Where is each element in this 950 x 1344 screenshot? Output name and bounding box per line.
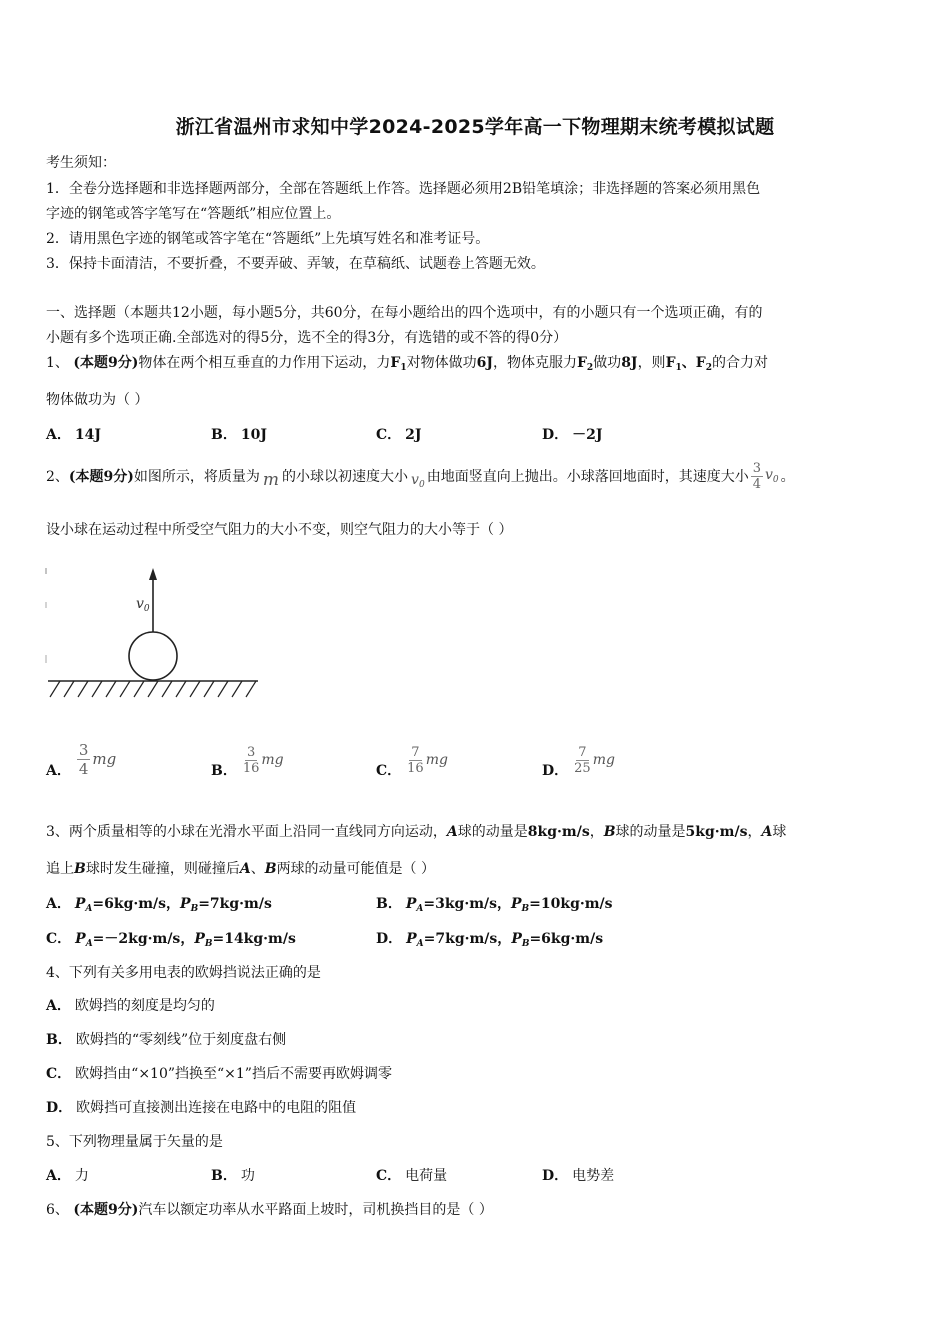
unit-mg: mg [261,752,284,768]
v-sub: 0 [418,480,425,490]
option-text: 14J [74,427,101,443]
q5-option-d[interactable] [542,1165,614,1185]
force-f2-sub: 2 [586,363,594,373]
q1-option-d[interactable] [542,424,603,444]
v-letter: v [764,467,773,483]
fraction-numerator: 7 [578,744,587,760]
p-sub: B [521,904,530,914]
q1-text: 做功 [593,355,622,371]
q3-text: 球 [772,824,787,840]
question-1-stem-line2: 物体做功为（ ） [46,392,149,408]
q3-option-b[interactable] [376,893,613,914]
q3-text: 球的动量是 [457,824,528,840]
q1-option-c[interactable] [376,424,422,444]
option-text: 欧姆挡的刻度是均匀的 [74,998,215,1014]
work-value-1: 6J [476,355,493,371]
question-3-stem-line2 [46,858,435,878]
separator: 、 [250,861,265,877]
notice-item-2: 2．请用黑色字迹的钢笔或答字笔在“答题纸”上先填写姓名和准考证号。 [46,231,490,247]
ball-a: A [239,861,251,877]
p-symbol: P [511,931,522,947]
question-number: 2、 [46,469,69,485]
q3-option-a[interactable] [46,893,272,914]
option-label: A． [46,998,71,1014]
force-f2: F [576,355,587,371]
option-label: D． [376,931,403,947]
option-text: 功 [240,1168,255,1184]
ball-b: B [74,861,86,877]
p-symbol: P [74,896,86,912]
option-label: C． [46,931,72,947]
option-text: 欧姆挡可直接测出连接在电路中的电阻的阻值 [76,1100,357,1116]
q6-text: 汽车以额定功率从水平路面上坡时，司机换挡目的是（ ） [138,1202,493,1218]
v-letter: v [411,472,419,488]
ground-hatching [50,681,256,697]
option-label: B． [211,1168,237,1184]
p-symbol: P [194,931,205,947]
force-f1: F [665,355,676,371]
question-number: 1、 [46,355,69,371]
ball-a: A [446,824,458,840]
q2-option-a[interactable] [46,738,116,780]
question-1-stem [46,352,768,373]
notice-heading: 考生须知： [46,155,116,171]
q1-text: 对物体做功 [406,355,477,371]
option-label: C． [46,1066,72,1082]
question-3-stem [46,821,786,841]
q1-option-b[interactable] [211,424,267,444]
option-pa: =7kg·m/s， [423,931,512,947]
option-pb: =6kg·m/s [529,931,604,947]
q1-text: ，物体克服力 [492,355,577,371]
option-text: 电势差 [572,1168,615,1184]
force-f1-sub: 1 [675,363,682,373]
p-sub: B [190,904,199,914]
question-6-stem [46,1199,493,1219]
option-label: A． [46,427,71,443]
option-label: D． [46,1100,73,1116]
fraction-numerator: 3 [752,460,761,476]
q2-option-c[interactable] [376,740,448,780]
q5-option-a[interactable] [46,1165,89,1185]
mass-symbol: m [262,470,280,490]
q4-option-d[interactable] [46,1097,356,1117]
q3-text: 追上 [46,861,74,877]
option-fraction [77,741,91,778]
option-label: D． [542,1168,569,1184]
option-pb: =7kg·m/s [198,896,272,912]
fraction-denominator: 16 [242,760,260,776]
q2-option-b[interactable] [211,740,284,780]
ball-a: A [761,824,773,840]
option-fraction [574,745,591,776]
unit-mg: mg [592,752,615,768]
option-text: 10J [240,427,267,443]
work-value-2: 8J [621,355,638,371]
q1-text: 的合力对 [712,355,768,371]
v-sub: 0 [772,475,779,485]
p-sub: A [85,939,93,949]
q5-option-c[interactable] [376,1165,447,1185]
p-symbol: P [511,896,522,912]
option-pb: =10kg·m/s [529,896,613,912]
ball-b: B [264,861,277,877]
momentum-a: 8kg·m/s [527,824,590,840]
notice-item-3: 3．保持卡面清洁，不要折叠，不要弄破、弄皱，在草稿纸、试题卷上答题无效。 [46,256,545,272]
q3-text: 两球的动量可能值是（ ） [276,861,436,877]
p-sub: A [85,904,93,914]
q3-text: ， [747,824,762,840]
p-symbol: P [406,931,417,947]
option-label: A． [46,1168,71,1184]
fraction-numerator: 3 [246,744,256,760]
option-label: A． [46,896,71,912]
separator: 、 [681,355,696,371]
question-number: 6、 [46,1202,69,1218]
fraction-three-quarters [751,461,763,492]
unit-mg: mg [425,752,448,768]
q3-text: 球时发生碰撞，则碰撞后 [85,861,240,877]
q3-option-d[interactable] [376,928,603,949]
q4-option-b[interactable] [46,1029,286,1049]
q2-option-d[interactable] [542,740,615,780]
p-sub: A [416,904,424,914]
option-label: B． [211,427,237,443]
p-symbol: P [405,896,417,912]
option-label: D． [542,763,569,779]
option-label: B． [211,763,237,779]
notice-item-1a: 1．全卷分选择题和非选择题两部分，全部在答题纸上作答。选择题必须用2B铅笔填涂；非选择题的答案必须用黑色 [46,181,761,197]
p-sub: B [204,939,213,949]
option-text: －2J [572,427,603,443]
velocity-label-letter: v [136,596,144,612]
velocity-symbol [765,467,779,485]
question-tag: (本题9分) [73,355,139,371]
option-fraction [407,745,424,776]
p-sub: A [416,939,424,949]
q2-text: 。 [780,469,795,485]
question-tag: (本题9分) [73,1202,139,1218]
force-f1-sub: 1 [400,363,407,373]
ball-thrown-up-diagram [40,560,270,710]
momentum-b: 5kg·m/s [685,824,748,840]
option-label: C． [376,427,402,443]
option-label: B． [46,1032,72,1048]
fraction-numerator: 7 [411,744,420,760]
force-f1: F [390,355,401,371]
q2-text: 如图所示，将质量为 [133,469,260,485]
notice-item-1b: 字迹的钢笔或答字笔写在“答题纸”相应位置上。 [46,206,341,222]
p-symbol: P [180,896,191,912]
option-fraction [243,745,260,776]
velocity-symbol [411,472,425,490]
q1-option-a[interactable] [46,424,101,444]
fraction-denominator: 4 [78,759,89,778]
ball-circle [129,632,177,680]
fraction-numerator: 3 [78,740,89,759]
option-label: C． [376,1168,402,1184]
unit-mg: mg [92,750,117,768]
option-label: B． [376,896,402,912]
option-text: 欧姆挡的“零刻线”位于刻度盘右侧 [75,1032,287,1048]
q3-text: 球的动量是 [615,824,686,840]
q2-text: 的小球以初速度大小 [282,469,409,485]
q4-option-c[interactable] [46,1063,392,1083]
fraction-denominator: 25 [574,760,591,776]
q5-option-b[interactable] [211,1165,255,1185]
fraction-denominator: 16 [407,760,424,776]
q2-text: 由地面竖直向上抛出。小球落回地面时，其速度大小 [426,469,749,485]
q3-text: ， [589,824,604,840]
velocity-label [136,596,150,614]
section-heading-line1: 一、选择题（本题共12小题，每小题5分，共60分，在每小题给出的四个选项中，有的小题只有一个选项正确，有的 [46,305,763,321]
p-sub: B [521,939,530,949]
force-f2-sub: 2 [705,363,712,373]
section-heading-line2: 小题有多个选项正确.全部选对的得5分，选不全的得3分，有选错的或不答的得0分） [46,330,568,346]
q3-option-c[interactable] [46,928,296,949]
q1-text: 物体在两个相互垂直的力作用下运动，力 [138,355,391,371]
question-tag: (本题9分) [68,469,134,485]
q4-option-a[interactable] [46,995,215,1015]
option-text: 力 [74,1168,89,1184]
velocity-label-sub: 0 [143,604,150,614]
option-text: 欧姆挡由“×10”挡换至“×1”挡后不需要再欧姆调零 [75,1066,392,1082]
option-label: C． [376,763,402,779]
question-2-stem-line2: 设小球在运动过程中所受空气阻力的大小不变，则空气阻力的大小等于（ ） [46,522,513,538]
option-pa: =6kg·m/s， [92,896,181,912]
p-symbol: P [75,931,86,947]
option-label: D． [542,427,569,443]
question-2-stem [46,458,795,494]
option-pa: =－2kg·m/s， [92,931,195,947]
velocity-arrow-icon [149,568,157,580]
question-5-stem: 5、下列物理量属于矢量的是 [46,1134,223,1150]
option-pa: =3kg·m/s， [423,896,512,912]
page-title: 浙江省温州市求知中学2024-2025学年高一下物理期末统考模拟试题 [175,116,775,138]
q1-text: ，则 [637,355,666,371]
option-pb: =14kg·m/s [212,931,296,947]
option-text: 2J [405,427,422,443]
option-label: A． [46,763,71,779]
fraction-denominator: 4 [752,476,761,492]
question-4-stem: 4、下列有关多用电表的欧姆挡说法正确的是 [46,965,321,981]
q3-text: 3、两个质量相等的小球在光滑水平面上沿同一直线同方向运动， [46,824,447,840]
force-f2: F [695,355,706,371]
option-text: 电荷量 [405,1168,448,1184]
ball-b: B [603,824,616,840]
